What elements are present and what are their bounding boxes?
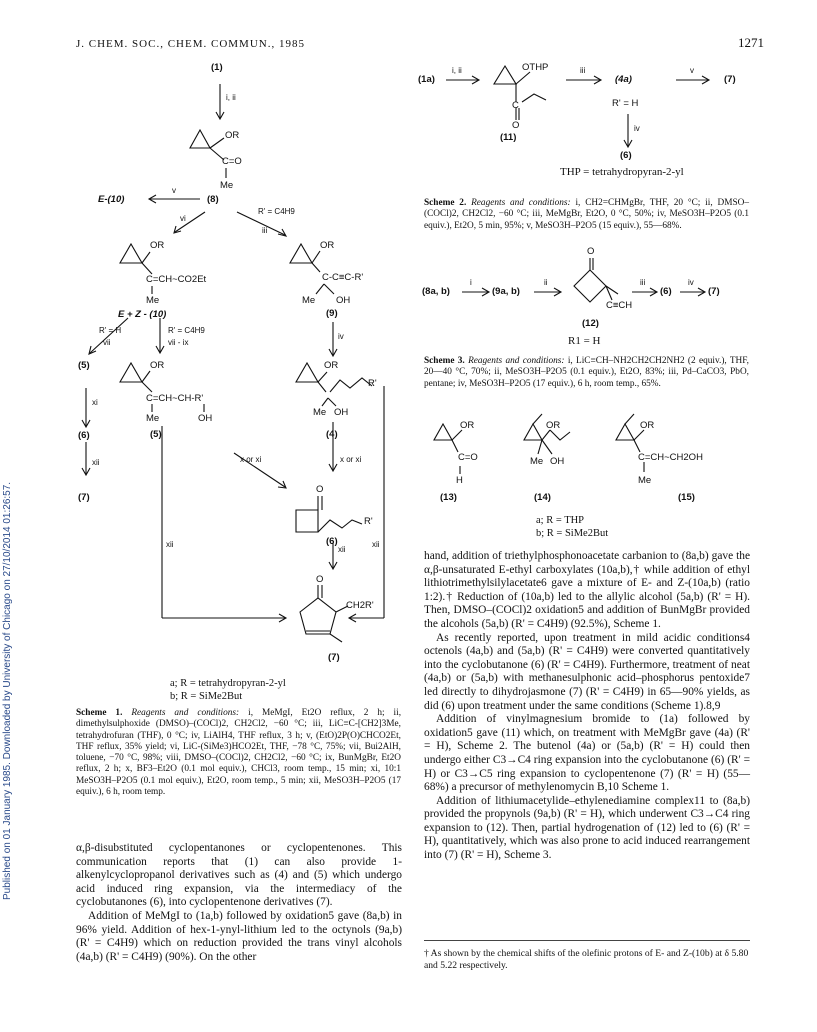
thp-note: THP = tetrahydropyran-2-yl <box>560 166 684 178</box>
compound-e10-label: E-(10) <box>98 194 125 205</box>
structures-legend-a: a; R = THP <box>536 515 585 526</box>
compound-1a-label: (1a) <box>418 74 435 85</box>
group-or-5: OR <box>150 360 165 371</box>
left-paragraph-2: Addition of MeMgI to (1a,b) followed by oxidation5 gave (8a,b) in 96% yield. Addition of hex-1-ynyl-lithium led to the octynols (9a,b) (R' = C4H9) which on reduction provided the trans vinyl alcohols (4a,b) (R' = C4H9) (90%). On the other <box>76 909 402 963</box>
group-ceo-8: C=O <box>222 156 242 167</box>
compound-6-left-label: (6) <box>78 430 90 441</box>
reagent-vii-condition: R' = H <box>99 326 122 335</box>
right-paragraph-2: As recently reported, upon treatment in mild acidic conditions4 octenols (4a,b) and (5a,b) (R' = C4H9) were converted quantitatively into the cyclobutanone (6) (R' = C4H9). Furthermore, treatment of neat (4a,b) or (5a,b) with methanesulphonic acid–phosphorus pentoxide7 led directly to dihydrojasmone (7) (R' = C4H9) in 65—90% yields, as did (6) upon treatment under the same conditions (Scheme 1).8,9 <box>424 631 750 712</box>
group-or-4: OR <box>324 360 339 371</box>
s3-reagent-iii: iii <box>640 278 646 287</box>
reagent-iii: iii <box>262 226 268 235</box>
s2-reagent-iv: iv <box>634 124 640 133</box>
s3-reagent-ii: ii <box>544 278 548 287</box>
reagent-v: v <box>172 186 176 195</box>
footnote: † As shown by the chemical shifts of the olefinic protons of E- and Z-(10b) at δ 5.80 and 5.22 respectively. <box>424 948 749 971</box>
compound-9-label: (9) <box>326 308 338 319</box>
group-me-9: Me <box>302 295 316 306</box>
scheme1-caption-body: i, MeMgI, Et2O reflux, 2 h; ii, dimethylsulphoxide (DMSO)–(COCl)2, CH2Cl2, −60 °C; iii, LiC≡C-[CH2]3Me, tetrahydrofuran (THF), 0 °C; iv, LiAlH4, THF reflux, 3 h; v, (EtO)2P(O)CHCO2Et, THF reflux, 35% yield; vi, LiC-(SiMe3)HCO2Et, THF, −78 °C, 75%; vii, Bui2AlH, toluene, −70 °C, 98%; viii, DMSO–(COCl)2, CH2Cl2, −60 °C; ix, BunMgBr, Et2O reflux, 2 h; x, BF3–Et2O (0.1 mol equiv.), CHCl3, room temp., 15 min; xi, 10:1 MeSO3H–P2O5 (0.1 mol equiv.), Et2O, room temp., 5 min; xii, MeSO3H–P2O5 (17 equiv.), 6 h, room temp. <box>76 708 402 798</box>
scheme2-caption-title: Scheme 2. <box>424 198 467 208</box>
scheme1-legend-a: a; R = tetrahydropyran-2-yl <box>170 678 286 689</box>
right-paragraph-3: Addition of vinylmagnesium bromide to (1a) followed by oxidation5 gave (11) which, on treatment with MeMgBr gave (4a) (R' = H), Scheme 2. The butenol (4a) or (5a,b) (R' = H) could then undergo either C3→C4 ring expansion into the cyclobutanone (6) (R' = H) or C3→C5 ring expansion to cyclopentenone (7) (R' = H) (55—68%) a precursor of methylenomycin B,10 Scheme 1. <box>424 713 750 794</box>
right-paragraph-4: Addition of lithiumacetylide–ethylenediamine complex11 to (8a,b) provided the propynols (9a,b) (R' = H), which underwent C3→C4 ring expansion to (12). Then, partial hydrogenation of (12) led to (6) (R' = H), quantitatively, which was also prone to acid induced rearrangement into (7) (R' = H), Scheme 3. <box>424 794 750 862</box>
reagent-xii-6: xii <box>338 545 346 554</box>
group-or-14: OR <box>546 420 561 431</box>
s2-reagent-iii: iii <box>580 66 586 75</box>
group-oh-14: OH <box>550 456 565 467</box>
group-c-11: C <box>512 100 519 111</box>
right-paragraph-1: hand, addition of triethylphosphonoacetate carbanion to (8a,b) gave the α,β-unsaturated E-ethyl carboxylates (10a,b),† while addition of ethyl lithiotrimethylsilylacetate6 gave a mixture of E- and Z-(10a,b) (ratio 1:2).† Reduction of (10a,b) led to the allylic alcohol (5a,b) (R' = H). Then, DMSO–(COCl)2 oxidation5 and addition of BunMgBr provided the alcohols (5a,b) (R' = C4H9) (92.5%), Scheme 1. <box>424 550 750 630</box>
compound-12-label: (12) <box>582 318 599 329</box>
compound-1-label: (1) <box>211 62 223 73</box>
scheme3-caption-italic: Reagents and conditions: <box>468 356 565 366</box>
compound-6-label: (6) <box>326 536 338 547</box>
compound-6-s2-label: (6) <box>620 150 632 161</box>
reagent-iii-condition: R' = C4H9 <box>258 207 295 216</box>
group-oh-9: OH <box>336 295 351 306</box>
reagent-x-or-xi-a: x or xi <box>240 455 262 464</box>
s2-condition: R' = H <box>612 98 639 109</box>
scheme2-caption-body: i, CH2=CHMgBr, THF, 20 °C; ii, DMSO–(COCl)2, CH2Cl2, −60 °C; iii, MeMgBr, Et2O, 0 °C, 50%; iv, MeSO3H–P2O5 (0.1 equiv.), Et2O, 5 min, 95%; v, MeSO3H–P2O5 (15 equiv.), 55—68%. <box>424 198 750 231</box>
scheme1-caption-title: Scheme 1. <box>76 708 123 718</box>
reagent-x-or-xi-b: x or xi <box>340 455 362 464</box>
group-me-4: Me <box>313 407 327 418</box>
reagent-vii-ix: vii - ix <box>168 338 189 347</box>
group-or-8: OR <box>225 130 240 141</box>
group-chco2et: C=CH~CO2Et <box>146 274 207 285</box>
group-me-10: Me <box>146 295 160 306</box>
group-rprime-4: R' <box>368 378 377 389</box>
group-or-9: OR <box>320 240 335 251</box>
left-column-text <box>76 842 402 964</box>
reagent-vii-ix-condition: R' = C4H9 <box>168 326 205 335</box>
footnote-rule <box>424 940 750 941</box>
group-or-13: OR <box>460 420 475 431</box>
left-paragraph-1: α,β-disubstituted cyclopentanones or cyclopentenones. This communication reports that (1) can also provide 1-alkenylcyclopropanol derivatives such as (4) and (5) which undergo acid induced ring expansion, via the intermediacy of the cyclobutanones (6), into cyclopentenone derivatives (7). <box>76 842 402 909</box>
reagent-vii: vii <box>103 338 111 347</box>
scheme3-caption-body: i, LiC≡CH–NH2CH2CH2NH2 (2 equiv.), THF, 20—40 °C, 70%; ii, MeSO3H–P2O5 (0.1 equiv.), Et2O, 83%; iii, Pd–CaCO3, PbO, pentane; iv, MeSO3H–P2O5 (17 equiv.), 6 h, room temp., 65%. <box>424 356 750 389</box>
group-o-12: O <box>587 246 595 257</box>
compound-4a-label: (4a) <box>615 74 632 85</box>
group-oh-5: OH <box>198 413 213 424</box>
s3-reagent-i: i <box>470 278 472 287</box>
download-stamp: Published on 01 January 1985. Downloaded by University of Chicago on 27/10/2014 01:26:57. <box>2 481 13 900</box>
compound-10-label: E + Z - (10) <box>118 309 167 320</box>
group-me-5: Me <box>146 413 160 424</box>
compound-13-label: (13) <box>440 492 457 503</box>
reagent-xii-line: xii <box>166 540 174 549</box>
compound-8-label: (8) <box>207 194 219 205</box>
s2-reagent-v: v <box>690 66 694 75</box>
compound-9ab-label: (9a, b) <box>492 286 520 297</box>
structures-legend-b: b; R = SiMe2But <box>536 528 609 539</box>
group-chchr: C=CH~CH-R' <box>146 393 204 404</box>
compound-7-s3-label: (7) <box>708 286 720 297</box>
group-h-13: H <box>456 475 463 486</box>
s2-reagent-i-ii: i, ii <box>452 66 462 75</box>
scheme2-caption <box>424 198 749 232</box>
scheme3-caption-title: Scheme 3. <box>424 356 465 366</box>
group-oh-4: OH <box>334 407 349 418</box>
compound-15-label: (15) <box>678 492 695 503</box>
reagent-vi: vi <box>180 214 186 223</box>
compound-8ab-label: (8a, b) <box>422 286 450 297</box>
compound-11-label: (11) <box>500 132 517 143</box>
r1-note: R1 = H <box>568 335 601 347</box>
compound-7-label: (7) <box>328 652 340 663</box>
scheme2-caption-italic: Reagents and conditions: <box>471 198 571 208</box>
reagent-iv: iv <box>338 332 344 341</box>
s3-reagent-iv: iv <box>688 278 694 287</box>
scheme1-caption-italic: Reagents and conditions: <box>131 708 240 718</box>
group-or-10: OR <box>150 240 165 251</box>
right-column-text <box>424 550 750 863</box>
group-cch: C≡CH <box>606 300 633 311</box>
compound-4-label: (4) <box>326 429 338 440</box>
group-rprime-6: R' <box>364 516 373 527</box>
compound-5-left-label: (5) <box>78 360 90 371</box>
journal-header: J. CHEM. SOC., CHEM. COMMUN., 1985 <box>76 38 305 50</box>
group-me-14: Me <box>530 456 544 467</box>
scheme3-caption <box>424 356 749 390</box>
group-o-11: O <box>512 120 520 131</box>
group-alkyne: C-C≡C-R' <box>322 272 364 283</box>
reagent-xii-bracket: xii <box>372 540 380 549</box>
reagent-i-ii: i, ii <box>226 93 236 102</box>
compound-14-label: (14) <box>534 492 551 503</box>
page-number: 1271 <box>738 35 764 50</box>
compound-6-s3-label: (6) <box>660 286 672 297</box>
compound-7-s2-label: (7) <box>724 74 736 85</box>
reagent-xii-left: xii <box>92 458 100 467</box>
group-o-7: O <box>316 574 324 585</box>
group-me-8: Me <box>220 180 234 191</box>
group-ceo-13: C=O <box>458 452 478 463</box>
group-or-15: OR <box>640 420 655 431</box>
group-chch2oh: C=CH~CH2OH <box>638 452 703 463</box>
group-me-15: Me <box>638 475 652 486</box>
reagent-xi-left: xi <box>92 398 98 407</box>
group-o-6: O <box>316 484 324 495</box>
group-ch2r: CH2R' <box>346 600 374 611</box>
compound-5-label: (5) <box>150 429 162 440</box>
group-othp: OTHP <box>522 62 549 73</box>
scheme1-caption <box>76 708 401 798</box>
compound-7-left-label: (7) <box>78 492 90 503</box>
scheme1-legend-b: b; R = SiMe2But <box>170 691 243 702</box>
